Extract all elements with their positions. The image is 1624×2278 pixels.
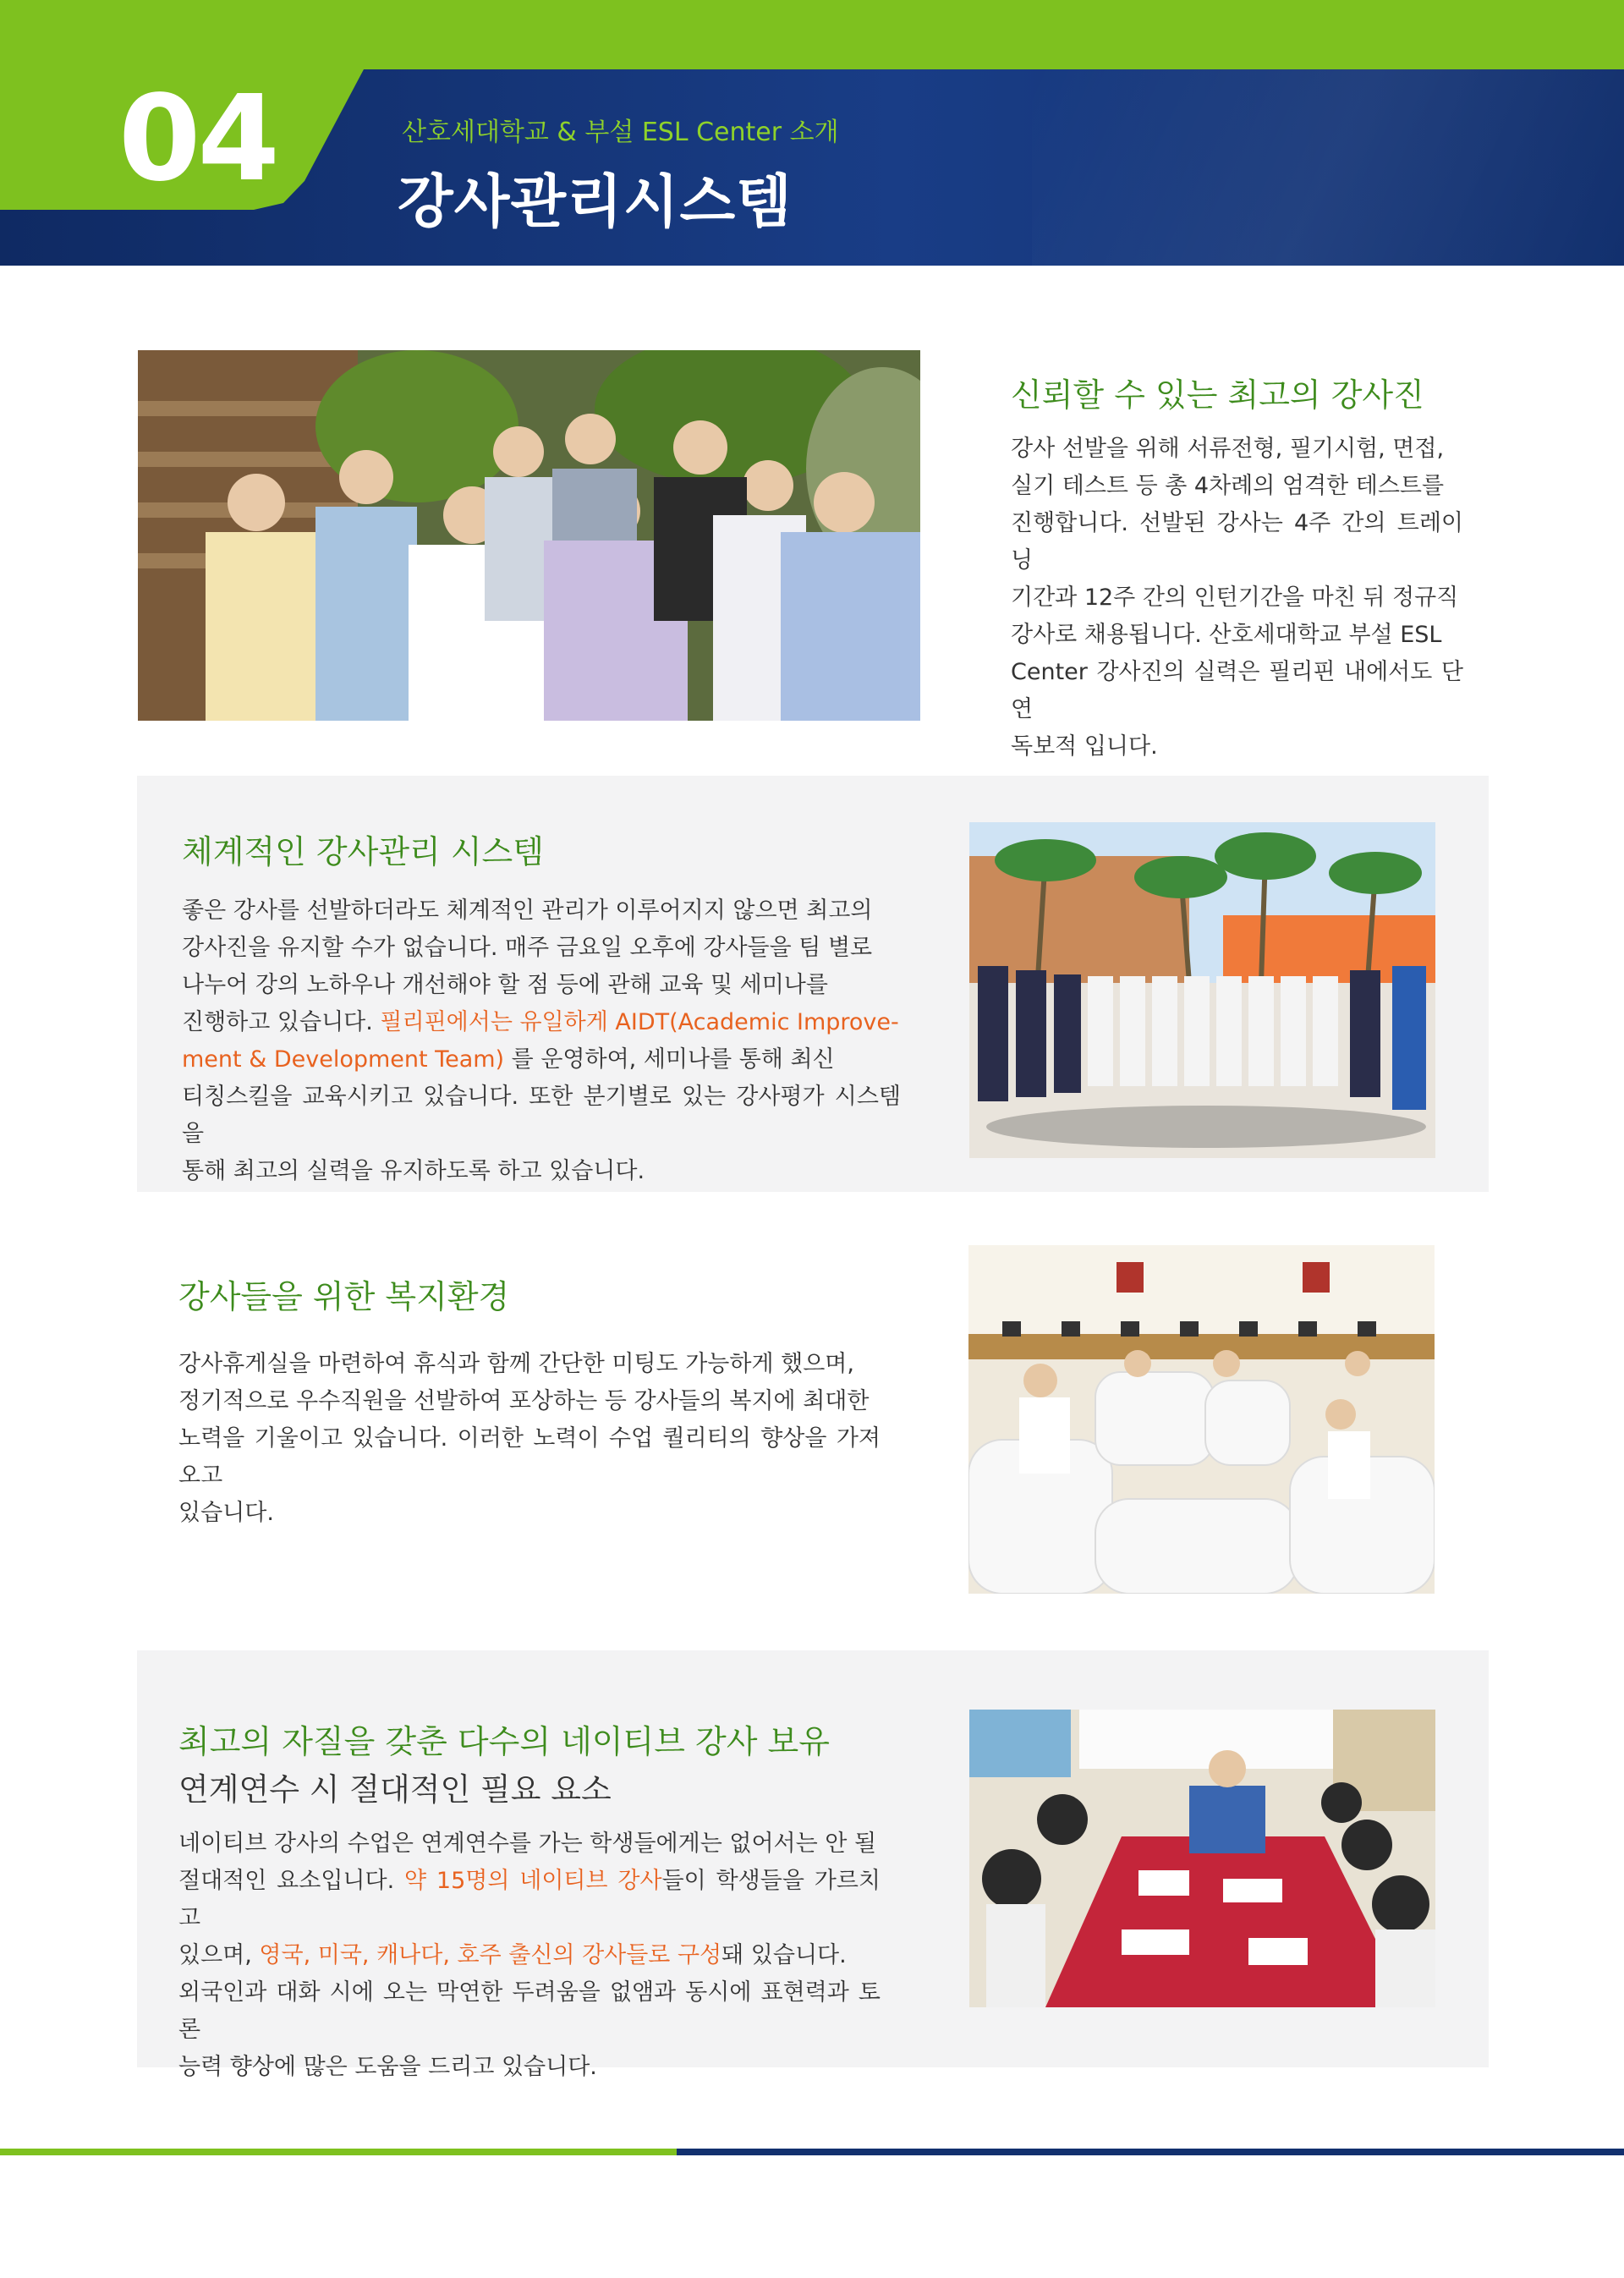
text-span: 돼 있습니다.	[721, 1942, 847, 1968]
page-title: 강사관리시스템	[398, 169, 793, 236]
text-span: 를 운영하여, 세미나를 통해 최신	[504, 1046, 835, 1073]
text-line: 노력을 기울이고 있습니다. 이러한 노력이 수업 퀄리티의 향상을 가져오고	[178, 1425, 881, 1489]
text-line: 진행합니다. 선발된 강사는 4주 간의 트레이닝	[1011, 510, 1463, 574]
text-line: 네이티브 강사의 수업은 연계연수를 가는 학생들에게는 없어서는 안 될	[178, 1831, 877, 1857]
section-title-welfare: 강사들을 위한 복지환경	[178, 1278, 510, 1315]
section-text-teachers	[1011, 431, 1463, 766]
chapter-number: 04	[118, 70, 277, 208]
text-line: 있습니다.	[178, 1500, 274, 1526]
text-span: 진행하고 있습니다.	[182, 1009, 381, 1035]
text-line: 정기적으로 우수직원을 선발하여 포상하는 등 강사들의 복지에 최대한	[178, 1388, 870, 1414]
text-line: 통해 최고의 실력을 유지하도록 하고 있습니다.	[182, 1158, 645, 1184]
staff-outdoor-photo	[969, 822, 1435, 1158]
text-line	[178, 1863, 881, 1937]
text-line: 기간과 12주 간의 인턴기간을 마친 뒤 정규직	[1011, 585, 1459, 611]
text-line	[178, 1937, 881, 1974]
text-span: 들이 학생들을 가르치고	[178, 1868, 881, 1931]
section-text-management	[182, 892, 901, 1190]
section-text-native	[178, 1825, 881, 2086]
text-line: 좋은 강사를 선발하더라도 체계적인 관리가 이루어지지 않으면 최고의	[182, 897, 873, 924]
text-line: 실기 테스트 등 총 4차례의 엄격한 테스트를	[1011, 473, 1445, 499]
text-span: 절대적인 요소입니다.	[178, 1868, 404, 1894]
highlight-native-count: 약 15명의 네이티브 강사	[404, 1868, 662, 1894]
section-title-native: 최고의 자질을 갖춘 다수의 네이티브 강사 보유	[178, 1723, 830, 1760]
text-line: 독보적 입니다.	[1011, 733, 1158, 760]
text-line	[182, 1004, 901, 1041]
highlight-aidt: 필리핀에서는 유일하게 AIDT(Academic Improve-	[380, 1009, 899, 1035]
highlight-aidt-cont: ment & Development Team)	[182, 1046, 505, 1073]
text-line	[182, 1041, 901, 1079]
native-class-photo	[969, 1710, 1435, 2007]
header-top-bar	[0, 0, 1624, 69]
text-span: 있으며,	[178, 1942, 260, 1968]
text-line: 외국인과 대화 시에 오는 막연한 두려움을 없앰과 동시에 표현력과 토론	[178, 1979, 881, 2043]
section-title-management: 체계적인 강사관리 시스템	[182, 833, 544, 870]
footer-rule-green	[0, 2149, 677, 2155]
header-subtitle: 산호세대학교 & 부설 ESL Center 소개	[402, 118, 839, 147]
section-subtitle-native: 연계연수 시 절대적인 필요 요소	[178, 1771, 612, 1808]
text-line: Center 강사진의 실력은 필리핀 내에서도 단연	[1011, 659, 1463, 722]
teachers-group-photo	[138, 350, 920, 721]
footer-rule-navy	[677, 2149, 1624, 2155]
section-text-welfare	[178, 1346, 881, 1532]
text-line: 강사 선발을 위해 서류전형, 필기시험, 면접,	[1011, 436, 1445, 462]
text-line: 강사진을 유지할 수가 없습니다. 매주 금요일 오후에 강사들을 팀 별로	[182, 935, 873, 961]
text-line: 능력 향상에 많은 도움을 드리고 있습니다.	[178, 2054, 597, 2080]
section-title-teachers: 신뢰할 수 있는 최고의 강사진	[1011, 376, 1424, 414]
text-line: 나누어 강의 노하우나 개선해야 할 점 등에 관해 교육 및 세미나를	[182, 972, 828, 998]
text-line: 티칭스킬을 교육시키고 있습니다. 또한 분기별로 있는 강사평가 시스템을	[182, 1084, 901, 1147]
teachers-lounge-photo	[968, 1245, 1435, 1594]
text-line: 강사로 채용됩니다. 산호세대학교 부설 ESL	[1011, 622, 1442, 648]
text-line: 강사휴게실을 마련하여 휴식과 함께 간단한 미팅도 가능하게 했으며,	[178, 1351, 854, 1377]
highlight-countries: 영국, 미국, 캐나다, 호주 출신의 강사들로 구성	[259, 1942, 722, 1968]
